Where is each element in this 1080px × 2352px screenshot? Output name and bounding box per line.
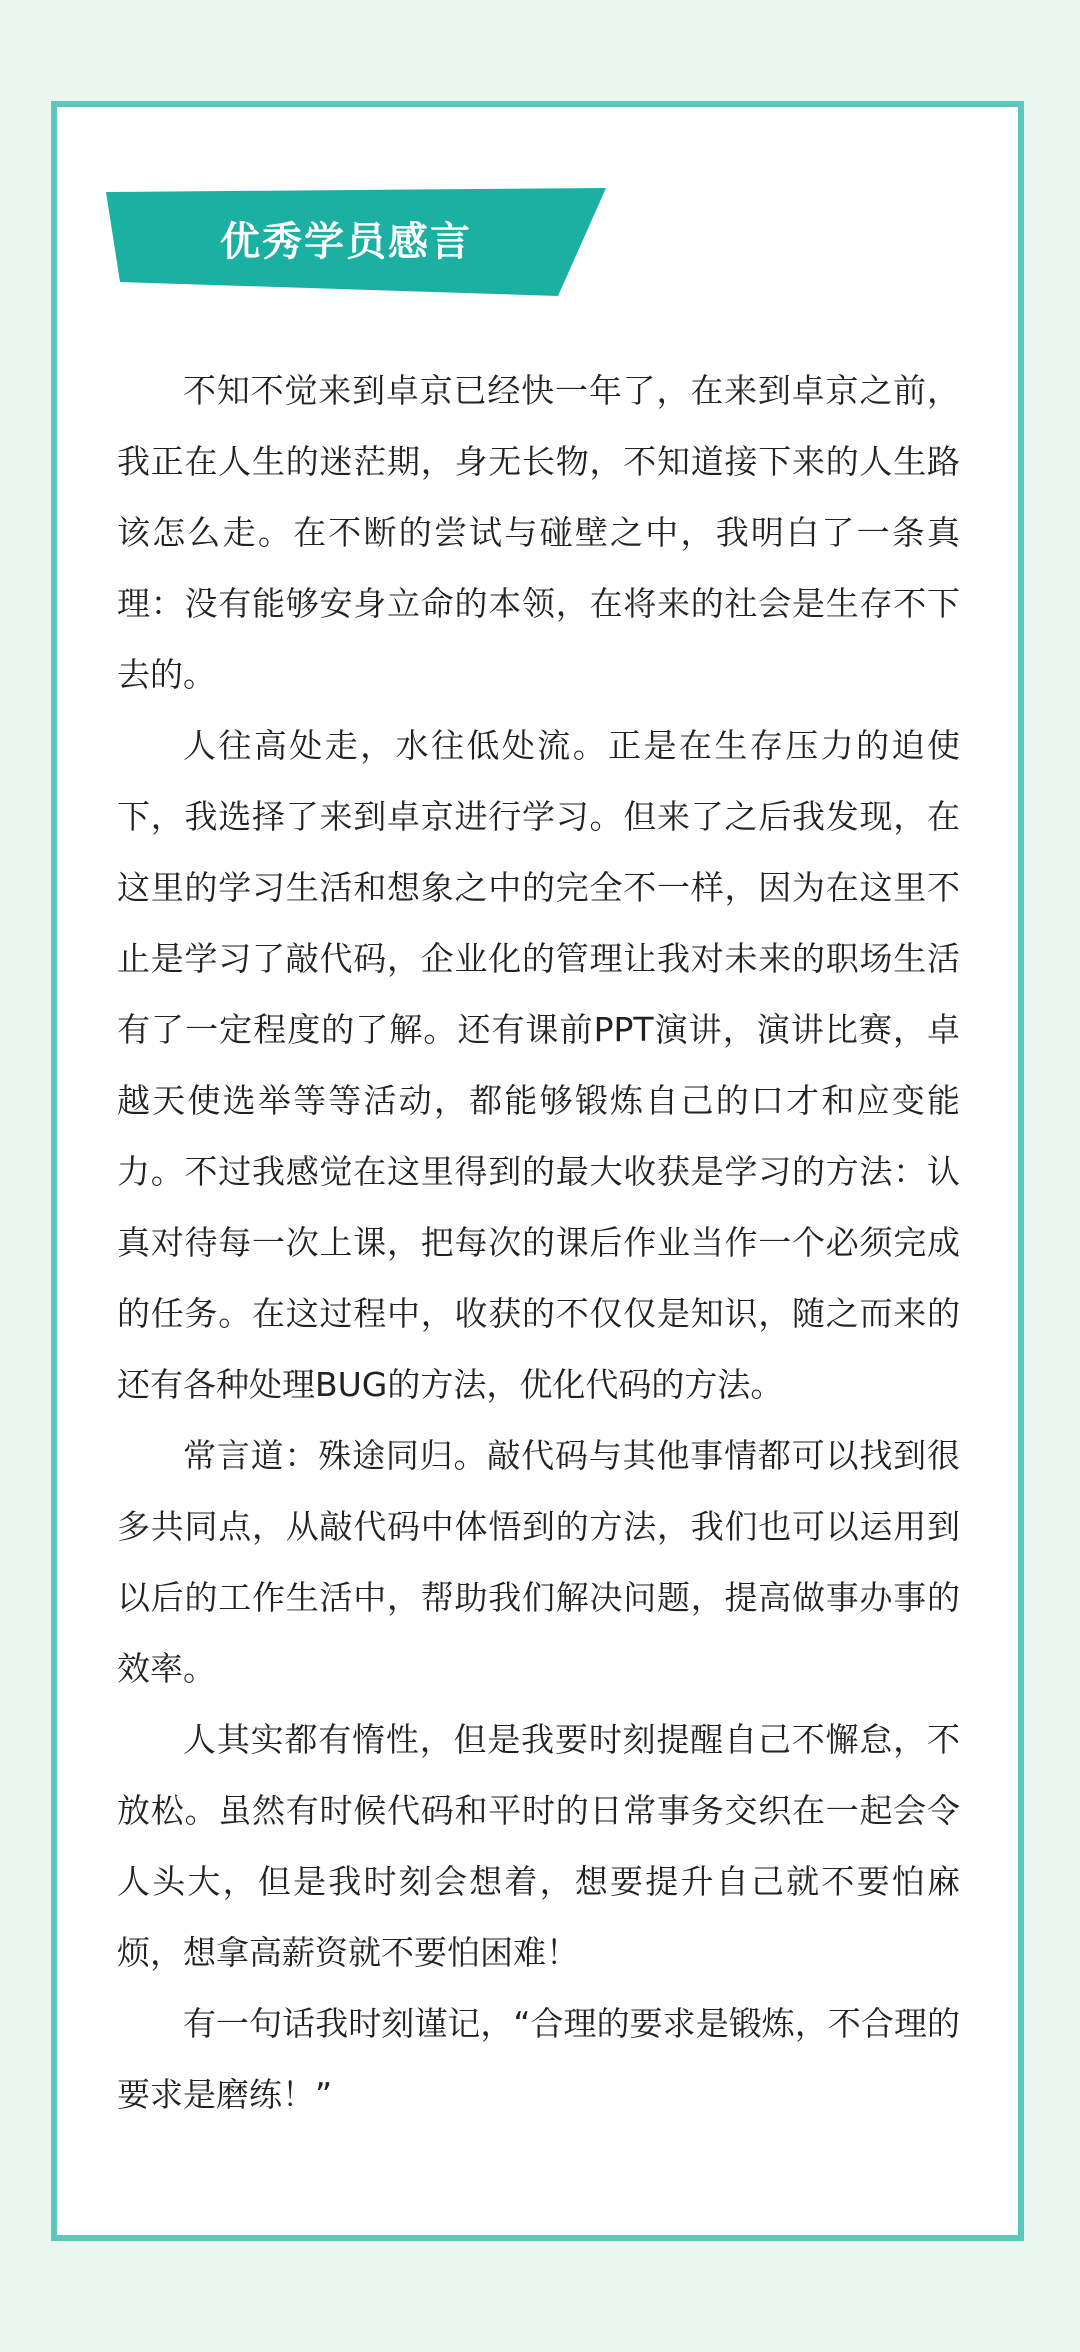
paragraph-2: 人往高处走，水往低处流。正是在生存压力的迫使下，我选择了来到卓京进行学习。但来了之后我发现，在这里的学习生活和想象之中的完全不一样，因为在这里不止是学习了敲代码，企业化的管理让我对未来的职场生活有了一定程度的了解。还有课前PPT演讲，演讲比赛，卓越天使选举等等活动，都能够锻炼自己的口才和应变能力。不过我感觉在这里得到的最大收获是学习的方法：认真对待每一次上课，把每次的课后作业当作一个必须完成的任务。在这过程中，收获的不仅仅是知识，随之而来的还有各种处理BUG的方法，优化代码的方法。 [117, 726, 960, 1404]
paragraph-1: 不知不觉来到卓京已经快一年了，在来到卓京之前，我正在人生的迷茫期，身无长物，不知道接下来的人生路该怎么走。在不断的尝试与碰壁之中，我明白了一条真理：没有能够安身立命的本领，在将来的社会是生存不下去的。 [117, 371, 960, 694]
title-banner [106, 188, 606, 296]
paragraph-5: 有一句话我时刻谨记，“合理的要求是锻炼，不合理的要求是磨练！” [117, 2004, 960, 2114]
article-body [117, 355, 960, 2130]
paragraph-3: 常言道：殊途同归。敲代码与其他事情都可以找到很多共同点，从敲代码中体悟到的方法，我们也可以运用到以后的工作生活中，帮助我们解决问题，提高做事办事的效率。 [117, 1436, 960, 1688]
paragraph-4: 人其实都有惰性，但是我要时刻提醒自己不懈怠，不放松。虽然有时候代码和平时的日常事务交织在一起会令人头大，但是我时刻会想着，想要提升自己就不要怕麻烦，想拿高薪资就不要怕困难！ [117, 1720, 960, 1972]
page-title: 优秀学员感言 [220, 219, 472, 265]
